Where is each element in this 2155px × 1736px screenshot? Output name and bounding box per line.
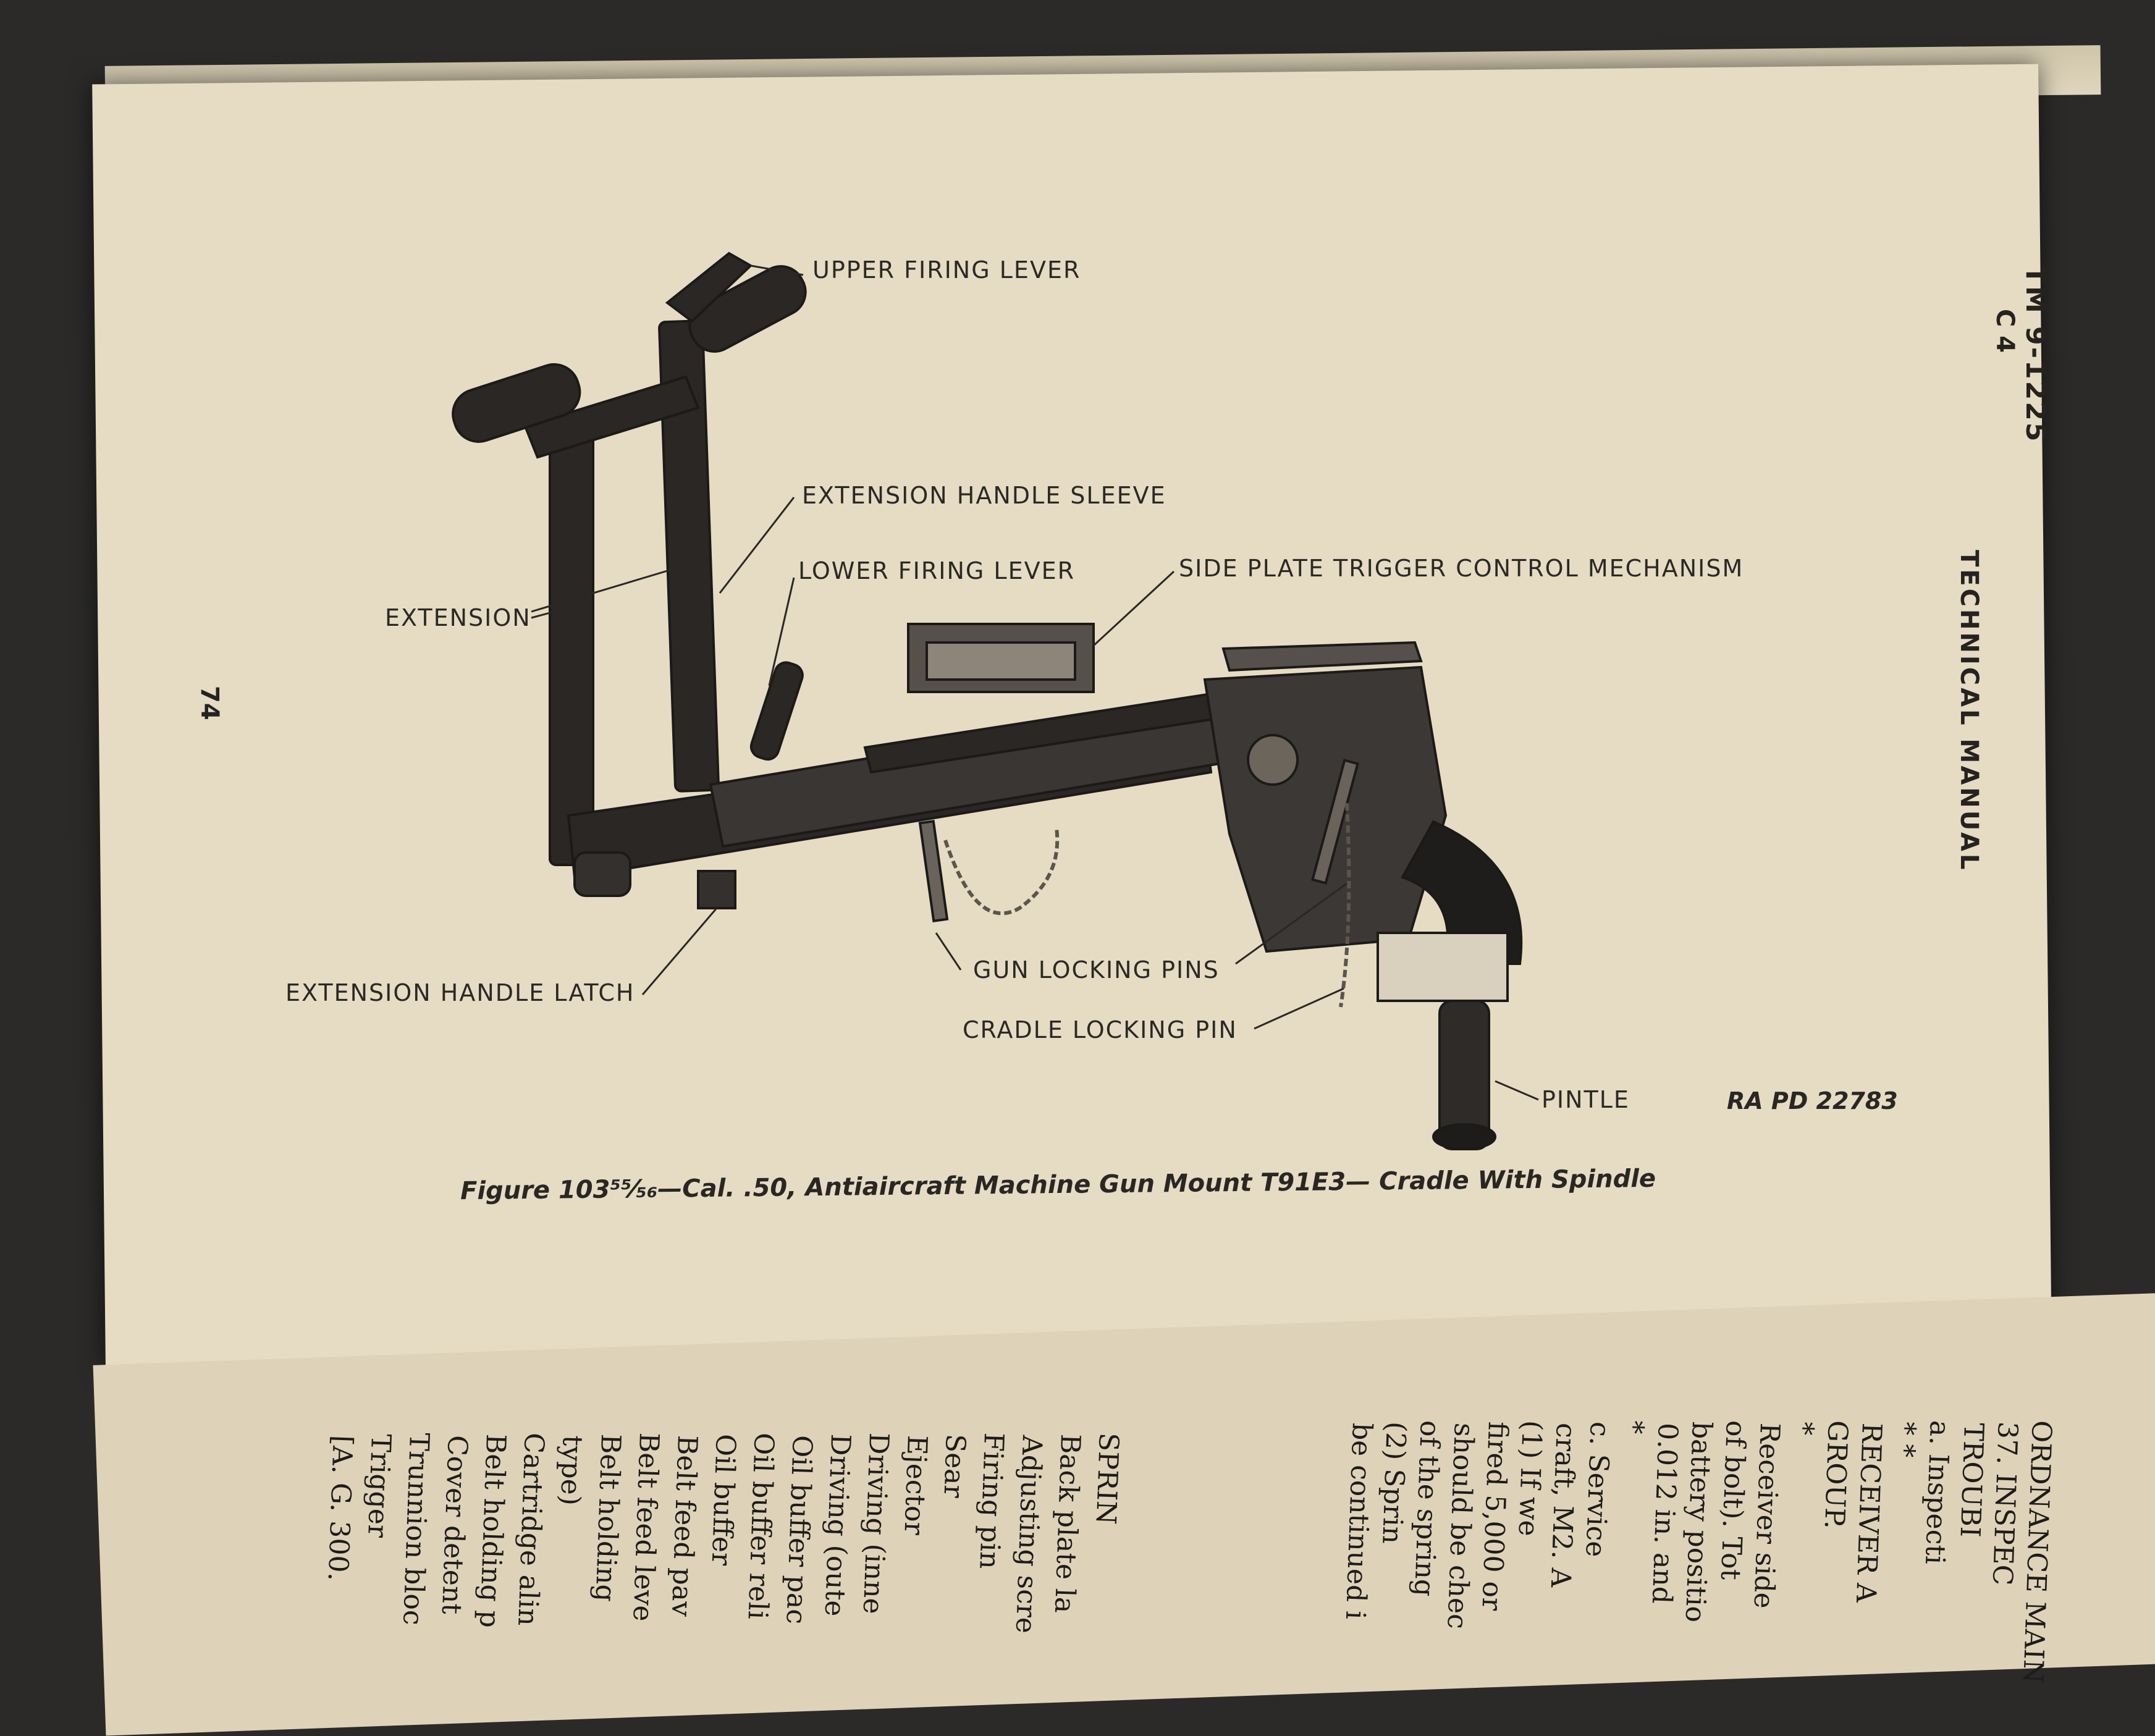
- facing-page-line: craft, M2. A: [1544, 1422, 1582, 1588]
- facing-page-line: should be chec: [1441, 1422, 1480, 1630]
- facing-page-line: Oil buffer: [705, 1433, 741, 1566]
- label-cradle-locking-pin: CRADLE LOCKING PIN: [963, 1016, 1238, 1043]
- label-upper-firing-lever: UPPER FIRING LEVER: [812, 256, 1081, 284]
- facing-page-line: ORDNANCE MAIN: [2017, 1420, 2057, 1684]
- facing-page-line: (2) Sprin: [1376, 1421, 1412, 1544]
- label-side-plate-trigger: SIDE PLATE TRIGGER CONTROL MECHANISM: [1179, 555, 1744, 582]
- page-number: 74: [195, 686, 224, 720]
- extension-handle-latch-part: [575, 853, 630, 896]
- facing-page-line: Cover detent: [435, 1435, 473, 1615]
- ra-code: RA PD 22783: [1727, 1087, 1898, 1114]
- facing-page-line: RECEIVER A: [1849, 1422, 1887, 1604]
- facing-page-line: Oil buffer pac: [780, 1435, 818, 1625]
- facing-page-line: Cartridge alin: [512, 1432, 550, 1627]
- facing-page-line: battery positio: [1679, 1421, 1718, 1624]
- facing-page-line: Driving (oute: [818, 1433, 856, 1617]
- facing-page-line: Oil buffer reli: [741, 1432, 780, 1620]
- extension-left-arm: [550, 420, 593, 865]
- cradle-top-plate: [1223, 643, 1421, 670]
- facing-page-line: be continued i: [1339, 1422, 1378, 1620]
- pintle-end: [1433, 1124, 1495, 1149]
- facing-page-line: [A. G. 300.: [321, 1435, 358, 1582]
- label-lower-firing-lever: LOWER FIRING LEVER: [798, 557, 1076, 584]
- leader-extension-handle-latch: [643, 908, 717, 995]
- facing-page-line: Firing pin: [973, 1432, 1010, 1570]
- gun-locking-pin-left: [920, 821, 947, 921]
- facing-page-line: TROUBI: [1954, 1422, 1989, 1538]
- facing-page-line: * *: [1889, 1421, 1921, 1458]
- facing-page-line: Ejector: [898, 1435, 933, 1536]
- facing-page-line: Back plate la: [1048, 1433, 1086, 1614]
- leader-pintle: [1495, 1081, 1538, 1100]
- facing-page-line: Belt holding: [589, 1433, 626, 1603]
- facing-page-line: SPRIN: [1089, 1432, 1124, 1525]
- facing-page-line: Receiver side: [1747, 1422, 1786, 1609]
- facing-page-line: fired 5,000 or: [1475, 1421, 1514, 1611]
- facing-page-line: Trunnion bloc: [397, 1432, 435, 1626]
- facing-page-line: Belt feed leve: [626, 1432, 665, 1622]
- leader-extension-handle-sleeve: [720, 497, 794, 593]
- pintle-block: [1378, 933, 1508, 1001]
- label-pintle: PINTLE: [1541, 1086, 1630, 1113]
- cradle-bracket: [1205, 667, 1446, 951]
- label-gun-locking-pins: GUN LOCKING PINS: [973, 956, 1220, 984]
- facing-page-line: *: [1617, 1420, 1650, 1435]
- tm-number: TM 9-1225: [2020, 266, 2051, 444]
- facing-page-line: a. Inspecti: [1918, 1420, 1955, 1565]
- trigger-box-face: [927, 643, 1075, 680]
- facing-page-line: of bolt). Tot: [1714, 1420, 1752, 1581]
- figure-caption: Figure 103⁵⁵⁄₅₆—Cal. .50, Antiaircraft Machine Gun Mount T91E3— Cradle With Spindle: [460, 1164, 1656, 1206]
- facing-page-line: 37. INSPEC: [1986, 1421, 2023, 1586]
- facing-page-line: *: [1787, 1421, 1820, 1436]
- gun-pin-chain: [945, 828, 1057, 913]
- change-number: C 4: [1991, 309, 2019, 353]
- latch-block: [698, 871, 735, 908]
- facing-page-line: type): [554, 1435, 588, 1506]
- label-extension-handle-latch: EXTENSION HANDLE LATCH: [285, 979, 635, 1006]
- facing-page-line: Belt holding p: [473, 1433, 512, 1629]
- label-extension-handle-sleeve: EXTENSION HANDLE SLEEVE: [802, 482, 1166, 509]
- leader-side-plate-trigger: [1094, 571, 1174, 646]
- lower-firing-lever: [748, 660, 805, 762]
- facing-page-line: Trigger: [361, 1433, 397, 1538]
- facing-page-line: of the spring: [1408, 1420, 1446, 1597]
- facing-page-line: 0.012 in. and: [1645, 1422, 1684, 1604]
- facing-page-line: c. Service: [1579, 1421, 1616, 1558]
- facing-page-line: Adjusting scre: [1009, 1435, 1048, 1634]
- facing-page-line: Driving (inne: [856, 1432, 895, 1615]
- leader-cradle-locking-pin: [1254, 988, 1344, 1029]
- leader-gun-locking-pins-a: [936, 933, 961, 970]
- manual-title: TECHNICAL MANUAL: [1955, 550, 1983, 872]
- facing-page-line: Belt feed pav: [665, 1435, 703, 1617]
- label-extension: EXTENSION: [385, 604, 531, 631]
- facing-page-line: Sear: [937, 1433, 971, 1499]
- facing-page-line: GROUP.: [1818, 1420, 1853, 1530]
- facing-page-line: (1) If we: [1512, 1420, 1548, 1537]
- pivot-disc: [1248, 735, 1297, 785]
